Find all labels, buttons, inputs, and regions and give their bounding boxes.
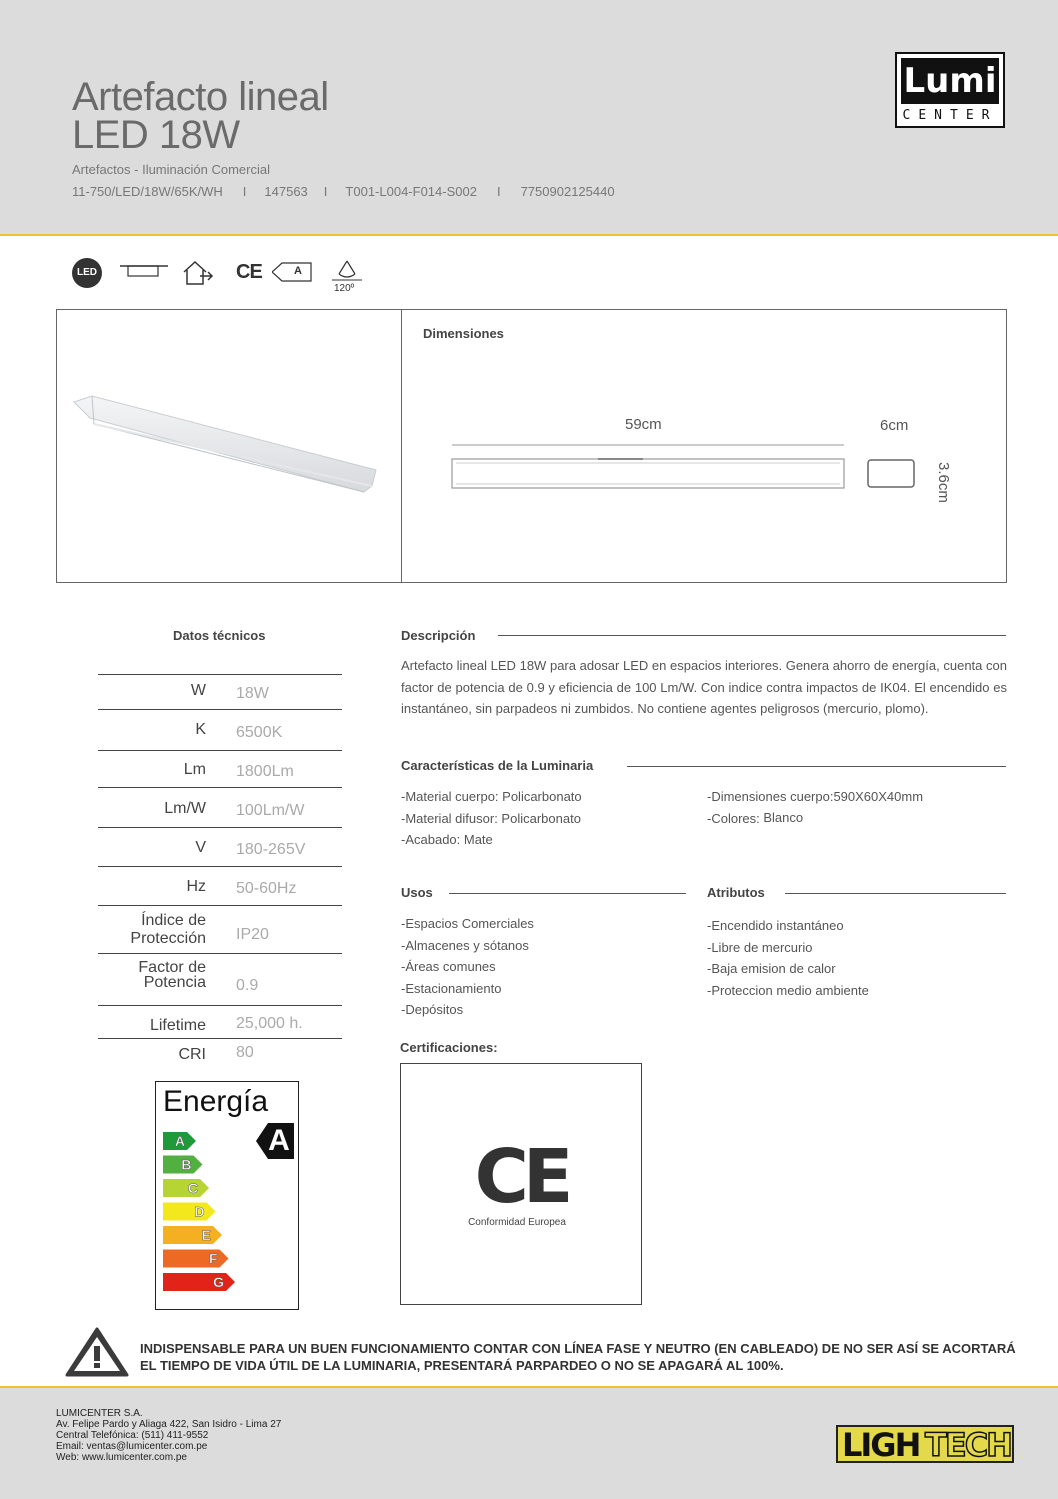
ce-caption: Conformidad Europea — [468, 1217, 566, 1228]
list-item: -Material cuerpo: Policarbonato — [401, 789, 582, 804]
characteristics-title: Características de la Luminaria — [401, 758, 594, 773]
separator: I — [496, 184, 501, 199]
list-item: -Espacios Comerciales — [401, 916, 534, 931]
atributos-list — [707, 915, 869, 1001]
list-item: -Almacenes y sótanos — [401, 937, 529, 953]
tech-value-pf: 0.9 — [236, 977, 259, 994]
row-rule — [98, 953, 342, 954]
energy-label — [155, 1081, 299, 1310]
lumicenter-logo: Lumi CENTER — [895, 52, 1005, 128]
svg-text:F: F — [208, 1250, 218, 1267]
separator: I — [323, 184, 328, 199]
energy-class-a — [163, 1132, 196, 1150]
list-item: -Dimensiones cuerpo:590X60X40mm — [707, 789, 924, 804]
energy-class-c — [163, 1179, 209, 1197]
svg-text:A: A — [174, 1133, 185, 1149]
row-rule — [98, 674, 342, 675]
tech-label-pf: Factor de Potencia — [138, 959, 206, 991]
row-rule — [98, 787, 342, 788]
svg-text:E: E — [201, 1227, 211, 1243]
energy-class-g — [163, 1273, 235, 1291]
list-item: -Acabado: Mate — [401, 832, 493, 847]
tech-value-v: 180-265V — [236, 841, 306, 858]
usos-title: Usos — [401, 885, 433, 900]
row-rule — [98, 1005, 342, 1006]
height-label: 3.6cm — [935, 462, 952, 503]
characteristics-left — [401, 786, 582, 851]
sku-code: 11-750/LED/18W/65K/WH — [72, 184, 223, 199]
tech-label-hz: Hz — [186, 878, 206, 895]
svg-text:G: G — [213, 1274, 224, 1290]
length-label: 59cm — [625, 416, 662, 433]
description-text: Artefacto lineal LED 18W para adosar LED en espacios interiores. Genera ahorro de energía, cuenta con factor de potencia de 0.9 y eficiencia de 100 Lm/W. Con indice contra impactos de IK04. El encendido es instantáneo, sin parpadeos ni zumbidos. No contiene agentes peligrosos (mercurio, plomo). — [401, 658, 1007, 716]
tech-value-w: 18W — [236, 685, 269, 702]
svg-text:D: D — [194, 1203, 205, 1220]
tech-value-hz: 50-60Hz — [236, 880, 297, 897]
company-address — [56, 1408, 281, 1463]
row-rule — [98, 866, 342, 867]
energy-rating: A — [256, 1123, 296, 1159]
tech-value-lmw: 100Lm/W — [236, 802, 305, 819]
phone-line: Central Telefónica: (511) 411-9552 — [56, 1430, 209, 1441]
tech-value-ip: IP20 — [236, 926, 269, 943]
section-rule — [449, 893, 686, 894]
beam-angle-icon — [330, 258, 364, 282]
characteristics-right — [707, 786, 923, 829]
tech-value-k: 6500K — [236, 724, 283, 741]
energy-class-f — [163, 1250, 229, 1268]
warning-icon — [64, 1326, 130, 1378]
section-rule — [785, 893, 1006, 894]
tech-label-k: K — [195, 721, 206, 738]
tech-label-lifetime: Lifetime — [149, 1017, 206, 1034]
email-link[interactable]: Email: ventas@lumicenter.com.pe — [56, 1441, 208, 1452]
tech-label-cri: CRI — [178, 1046, 206, 1063]
tech-label-ip: Índice de Protección — [130, 912, 206, 947]
list-item: -Depósitos — [401, 1002, 464, 1017]
row-rule — [98, 750, 342, 751]
energy-class-b — [163, 1156, 203, 1174]
ce-mark-icon: CE — [236, 261, 262, 283]
dimensions-title: Dimensiones — [423, 326, 504, 341]
lightech-logo: LIGH TECH — [836, 1425, 1014, 1463]
svg-text:C: C — [187, 1180, 198, 1196]
energy-class-d — [163, 1203, 216, 1221]
catalog-code: T001-L004-F014-S002 — [345, 184, 477, 199]
list-item: -Áreas comunes — [401, 959, 496, 974]
tech-label-v: V — [195, 839, 206, 856]
page-title: Artefacto lineal LED 18W — [72, 75, 329, 157]
list-item: -Encendido instantáneo — [707, 918, 844, 933]
dimension-drawing — [448, 440, 918, 494]
barcode-number: 7750902125440 — [520, 184, 615, 199]
certification-box — [400, 1063, 642, 1305]
list-item: -Baja emision de calor — [707, 961, 836, 976]
list-item: -Estacionamiento — [401, 980, 502, 996]
tech-label-lmw: Lm/W — [164, 800, 206, 817]
usos-list — [401, 913, 534, 1021]
certifications-title: Certificaciones: — [400, 1040, 498, 1055]
section-rule — [627, 766, 1006, 767]
description-title: Descripción — [401, 628, 476, 643]
led-icon: LED — [72, 258, 102, 288]
tech-value-lifetime: 25,000 h. — [236, 1015, 303, 1032]
product-codes — [72, 184, 615, 199]
svg-text:B: B — [181, 1156, 192, 1173]
width-label: 6cm — [880, 417, 909, 434]
list-item: -Material difusor: Policarbonato — [401, 810, 581, 826]
energy-title: Energía — [163, 1085, 269, 1118]
tech-value-cri: 80 — [236, 1044, 254, 1061]
web-link[interactable]: Web: www.lumicenter.com.pe — [56, 1452, 187, 1463]
warning-text: INDISPENSABLE PARA UN BUEN FUNCIONAMIENTO CONTAR CON LÍNEA FASE Y NEUTRO (EN CABLEADO) DE NO SER ASÍ SE ACORTARÁ EL TIEMPO DE VIDA ÚTIL DE LA LUMINARIA, PRESENTARÁ PARPARDEO O NO SE APAGARÁ AL 100%. — [140, 1341, 1016, 1373]
list-item: -Colores: Blanco — [707, 809, 804, 826]
product-photo — [66, 390, 384, 500]
list-item: -Libre de mercurio — [707, 939, 813, 955]
address-line: Av. Felipe Pardo y Aliaga 422, San Isidro - Lima 27 — [56, 1419, 282, 1430]
tech-label-lm: Lm — [183, 761, 206, 778]
indoor-house-icon — [180, 258, 216, 288]
tech-label-w: W — [190, 682, 206, 699]
separator: I — [242, 184, 247, 199]
surface-mount-icon — [120, 263, 168, 283]
item-code: 147563 — [264, 184, 308, 199]
energy-class-e — [163, 1226, 222, 1244]
row-rule — [98, 1038, 342, 1039]
atributos-title: Atributos — [707, 885, 765, 900]
row-rule — [98, 709, 342, 710]
divider — [401, 309, 402, 583]
tech-data-title: Datos técnicos — [173, 628, 266, 643]
beam-angle-label: 120º — [334, 283, 355, 294]
section-rule — [498, 635, 1006, 636]
tech-value-lm: 1800Lm — [236, 763, 294, 780]
row-rule — [98, 827, 342, 828]
subtitle: Artefactos - Iluminación Comercial — [72, 162, 270, 177]
energy-class-icon: A — [272, 262, 312, 282]
list-item: -Proteccion medio ambiente — [707, 982, 869, 998]
row-rule — [98, 905, 342, 906]
company-name: LUMICENTER S.A. — [56, 1408, 143, 1419]
ce-mark: CE — [474, 1134, 568, 1220]
